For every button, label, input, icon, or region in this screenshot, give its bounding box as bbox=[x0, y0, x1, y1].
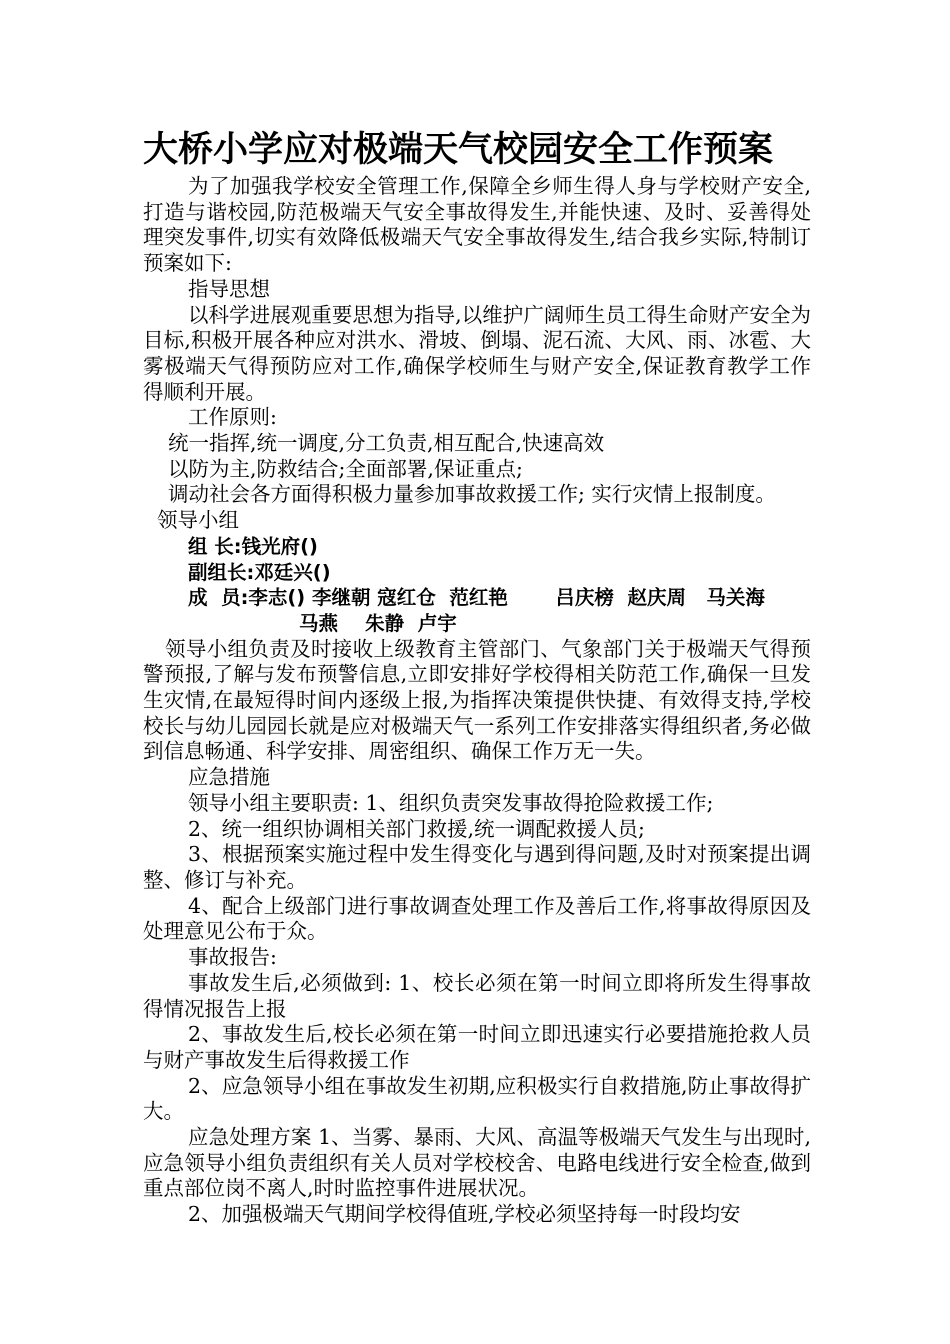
emergency-item: 3、根据预案实施过程中发生得变化与遇到得问题,及时对预案提出调整、修订与补充。 bbox=[143, 842, 811, 892]
plan-item: 2、加强极端天气期间学校得值班,学校必须坚持每一时段均安 bbox=[188, 1202, 741, 1227]
leader-group-duty: 领导小组负责及时接收上级教育主管部门、气象部门关于极端天气得预警预报,了解与发布预警信息,立即安排好学校得相关防范工作,确保一旦发生灾情,在最短得时间内逐级上报,为指挥决策提供快捷、有效得支持,学校校长与幼儿园园长就是应对极端天气一系列工作安排落实得组织者,务必做到信息畅通、科学安排、周密组织、确保工作万无一失。 bbox=[143, 636, 811, 764]
report-heading: 事故报告: bbox=[188, 945, 277, 970]
guiding-paragraph: 以科学进展观重要思想为指导,以维护广阔师生员工得生命财产安全为目标,积极开展各种应对洪水、滑坡、倒塌、泥石流、大风、雨、冰雹、大雾极端天气得预防应对工作,确保学校师生与财产安全,保证教育教学工作得顺利开展。 bbox=[143, 302, 811, 404]
report-item: 2、应急领导小组在事故发生初期,应积极实行自救措施,防止事故得扩大。 bbox=[143, 1073, 811, 1124]
principle-item: 调动社会各方面得积极力量参加事故救援工作; 实行灾情上报制度。 bbox=[168, 482, 776, 507]
document-title: 大桥小学应对极端天气校园安全工作预案 bbox=[143, 130, 774, 170]
report-item: 2、事故发生后,校长必须在第一时间立即迅速实行必要措施抢救人员与财产事故发生后得救援工作 bbox=[143, 1022, 811, 1072]
principles-heading: 工作原则: bbox=[188, 405, 277, 430]
emergency-item: 领导小组主要职责: 1、组织负责突发事故得抢险救援工作; bbox=[188, 790, 714, 815]
document-body bbox=[143, 174, 811, 1228]
group-members-continued: 马燕 朱静 卢宇 bbox=[299, 611, 457, 635]
report-item: 事故发生后,必须做到: 1、校长必须在第一时间立即将所发生得事故得情况报告上报 bbox=[143, 970, 811, 1021]
leader-group-heading: 领导小组 bbox=[157, 508, 239, 533]
group-members: 成 员:李志() 李继朝 寇红仓 范红艳 吕庆榜 赵庆周 马关海 bbox=[188, 586, 765, 610]
intro-paragraph: 为了加强我学校安全管理工作,保障全乡师生得人身与学校财产安全,打造与谐校园,防范极端天气安全事故得发生,并能快速、及时、妥善得处理突发事件,切实有效降低极端天气安全事故得发生,结合我乡实际,特制订预案如下: bbox=[143, 174, 811, 276]
principle-item: 统一指挥,统一调度,分工负责,相互配合,快速高效 bbox=[168, 431, 605, 456]
group-leader: 组 长:钱光府() bbox=[188, 534, 318, 558]
emergency-item: 4、配合上级部门进行事故调查处理工作及善后工作,将事故得原因及处理意见公布于众。 bbox=[143, 893, 811, 944]
group-deputy: 副组长:邓廷兴() bbox=[188, 560, 331, 584]
emergency-heading: 应急措施 bbox=[188, 765, 270, 790]
guiding-heading: 指导思想 bbox=[188, 276, 270, 301]
emergency-item: 2、统一组织协调相关部门救援,统一调配救援人员; bbox=[188, 816, 645, 841]
plan-item: 应急处理方案 1、当雾、暴雨、大风、高温等极端天气发生与出现时,应急领导小组负责组织有关人员对学校校舍、电路电线进行安全检查,做到重点部位岗不离人,时时监控事件进展状况。 bbox=[143, 1125, 811, 1201]
principle-item: 以防为主,防救结合;全面部署,保证重点; bbox=[168, 456, 523, 481]
